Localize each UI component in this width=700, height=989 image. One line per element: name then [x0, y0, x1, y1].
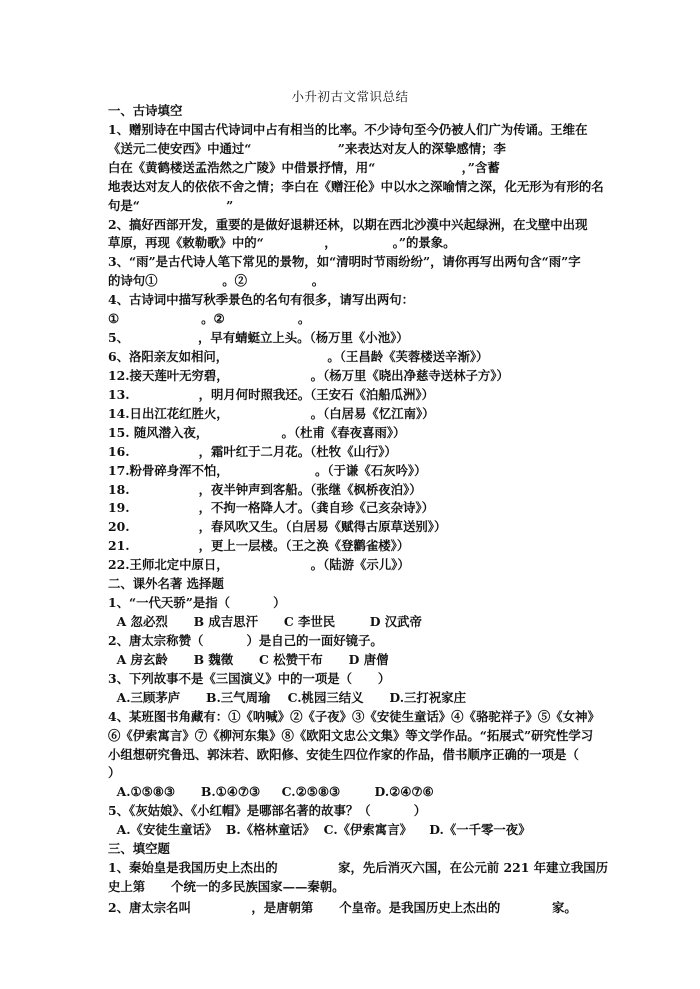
q4-line: 4、古诗词中描写秋季景色的名句有很多，请写出两句： [108, 292, 414, 308]
poem-fill-line: 5、 ，早有蜻蜓立上头。（杨万里《小池》） [108, 330, 409, 346]
section-heading-fill: 三、填空题 [108, 841, 170, 857]
choice-line: 5、《灰姑娘》、《小红帽》是哪部名著的故事？（ ） [108, 803, 427, 819]
poem-fill-line: 21. ，更上一层楼。（王之涣《登鹳雀楼》） [108, 538, 410, 554]
fill-line: 史上第 个统一的多民族国家——秦朝。 [108, 879, 345, 894]
choice-line: ） [108, 765, 121, 781]
poem-fill-line: 6、洛阳亲友如相问， 。（王昌龄《芙蓉楼送辛渐》） [108, 349, 489, 365]
q1-line: 白在《黄鹤楼送孟浩然之广陵》中借景抒情，用“ ，”含蓄 [108, 159, 500, 175]
poem-fill-line: 19. ，不拘一格降人才。（龚自珍《己亥杂诗》） [108, 500, 434, 516]
poem-fill-line: 16. ，霜叶红于二月花。（杜牧《山行》） [108, 443, 397, 459]
poem-fill-line: 13. ，明月何时照我还。（王安石《泊船瓜洲》） [108, 386, 434, 402]
choice-line: 小组想研究鲁迅、郭沫若、欧阳修、安徒生四位作家的作品，借书顺序正确的一项是（ [108, 746, 579, 762]
q2-line: 草原，再现《敕勒歌》中的“ ， 。”的景象。 [108, 235, 456, 251]
choice-line: 3、下列故事不是《三国演义》中的一项是（ ） [108, 670, 391, 686]
q3-line: 的诗句① 。② 。 [108, 273, 325, 289]
choice-line: ⑥《伊索寓言》⑦《柳河东集》⑧《欧阳文忠公文集》等文学作品。“拓展式”研究性学习 [108, 727, 594, 743]
q1-line: 句是“ ” [108, 197, 234, 213]
choice-line: 4、某班图书角藏有：①《呐喊》②《子夜》③《安徒生童话》④《骆驼祥子》⑤《女神》 [108, 708, 600, 724]
choice-line: 2、唐太宗称赞（ ）是自己的一面好镜子。 [108, 632, 383, 648]
q2-line: 2、搞好西部开发，重要的是做好退耕还林，以期在西北沙漠中兴起绿洲，在戈壁中出现 [108, 216, 588, 232]
poem-fill-line: 17.粉骨碎身浑不怕， 。（于谦《石灰吟》） [108, 462, 427, 478]
document-title: 小升初古文常识总结 [291, 89, 409, 104]
q1-line: 地表达对友人的依依不舍之情；李白在《赠汪伦》中以水之深喻情之深，化无形为有形的名 [108, 178, 604, 194]
q3-line: 3、“雨”是古代诗人笔下常见的景物，如“清明时节雨纷纷”，请你再写出两句含“雨”字 [108, 254, 581, 270]
poem-fill-line: 22.王师北定中原日， 。（陆游《示儿》） [108, 557, 410, 573]
poem-fill-line: 12.接天莲叶无穷碧， 。（杨万里《晓出净慈寺送林子方》） [108, 367, 509, 383]
choice-line: A 房玄龄 B 魏徵 C 松赞干布 D 唐僧 [108, 651, 389, 667]
choice-line: A.《安徒生童话》 B.《格林童话》 C.《伊索寓言》 D.《一千零一夜》 [108, 822, 531, 838]
section-heading-books: 二、课外名著 选择题 [108, 576, 224, 592]
choice-line: A 忽必烈 B 成吉思汗 C 李世民 D 汉武帝 [108, 614, 422, 630]
poem-fill-line: 20. ，春风吹又生。（白居易《赋得古原草送别》） [108, 519, 447, 535]
poem-fill-line: 15. 随风潜入夜， 。（杜甫《春夜喜雨》） [108, 424, 406, 440]
choice-line: 1、“一代天骄”是指（ ） [108, 595, 286, 611]
fill-line: 2、唐太宗名叫 ，是唐朝第 个皇帝。是我国历史上杰出的 家。 [108, 900, 577, 915]
q1-line: 《送元二使安西》中通过“ ”来表达对友人的深挚感情；李 [108, 140, 506, 156]
q1-line: 1、赠别诗在中国古代诗词中占有相当的比率。不少诗句至今仍被人们广为传诵。王维在 [108, 121, 588, 137]
fill-line: 1、秦始皇是我国历史上杰出的 家，先后消灭六国，在公元前 221 年建立我国历 [108, 860, 609, 876]
poem-fill-line: 14.日出江花红胜火， 。（白居易《忆江南》） [108, 405, 435, 421]
choice-line: A.①⑤⑧③ B.①④⑦③ C.②⑤⑧③ D.②④⑦⑥ [108, 784, 434, 800]
section-heading-poetry: 一、古诗填空 [108, 103, 183, 118]
poem-fill-line: 18. ，夜半钟声到客船。（张继《枫桥夜泊》） [108, 481, 422, 497]
q4-line: ① 。② 。 [108, 311, 311, 327]
choice-line: A.三顾茅庐 B.三气周瑜 C.桃园三结义 D.三打祝家庄 [108, 689, 466, 705]
